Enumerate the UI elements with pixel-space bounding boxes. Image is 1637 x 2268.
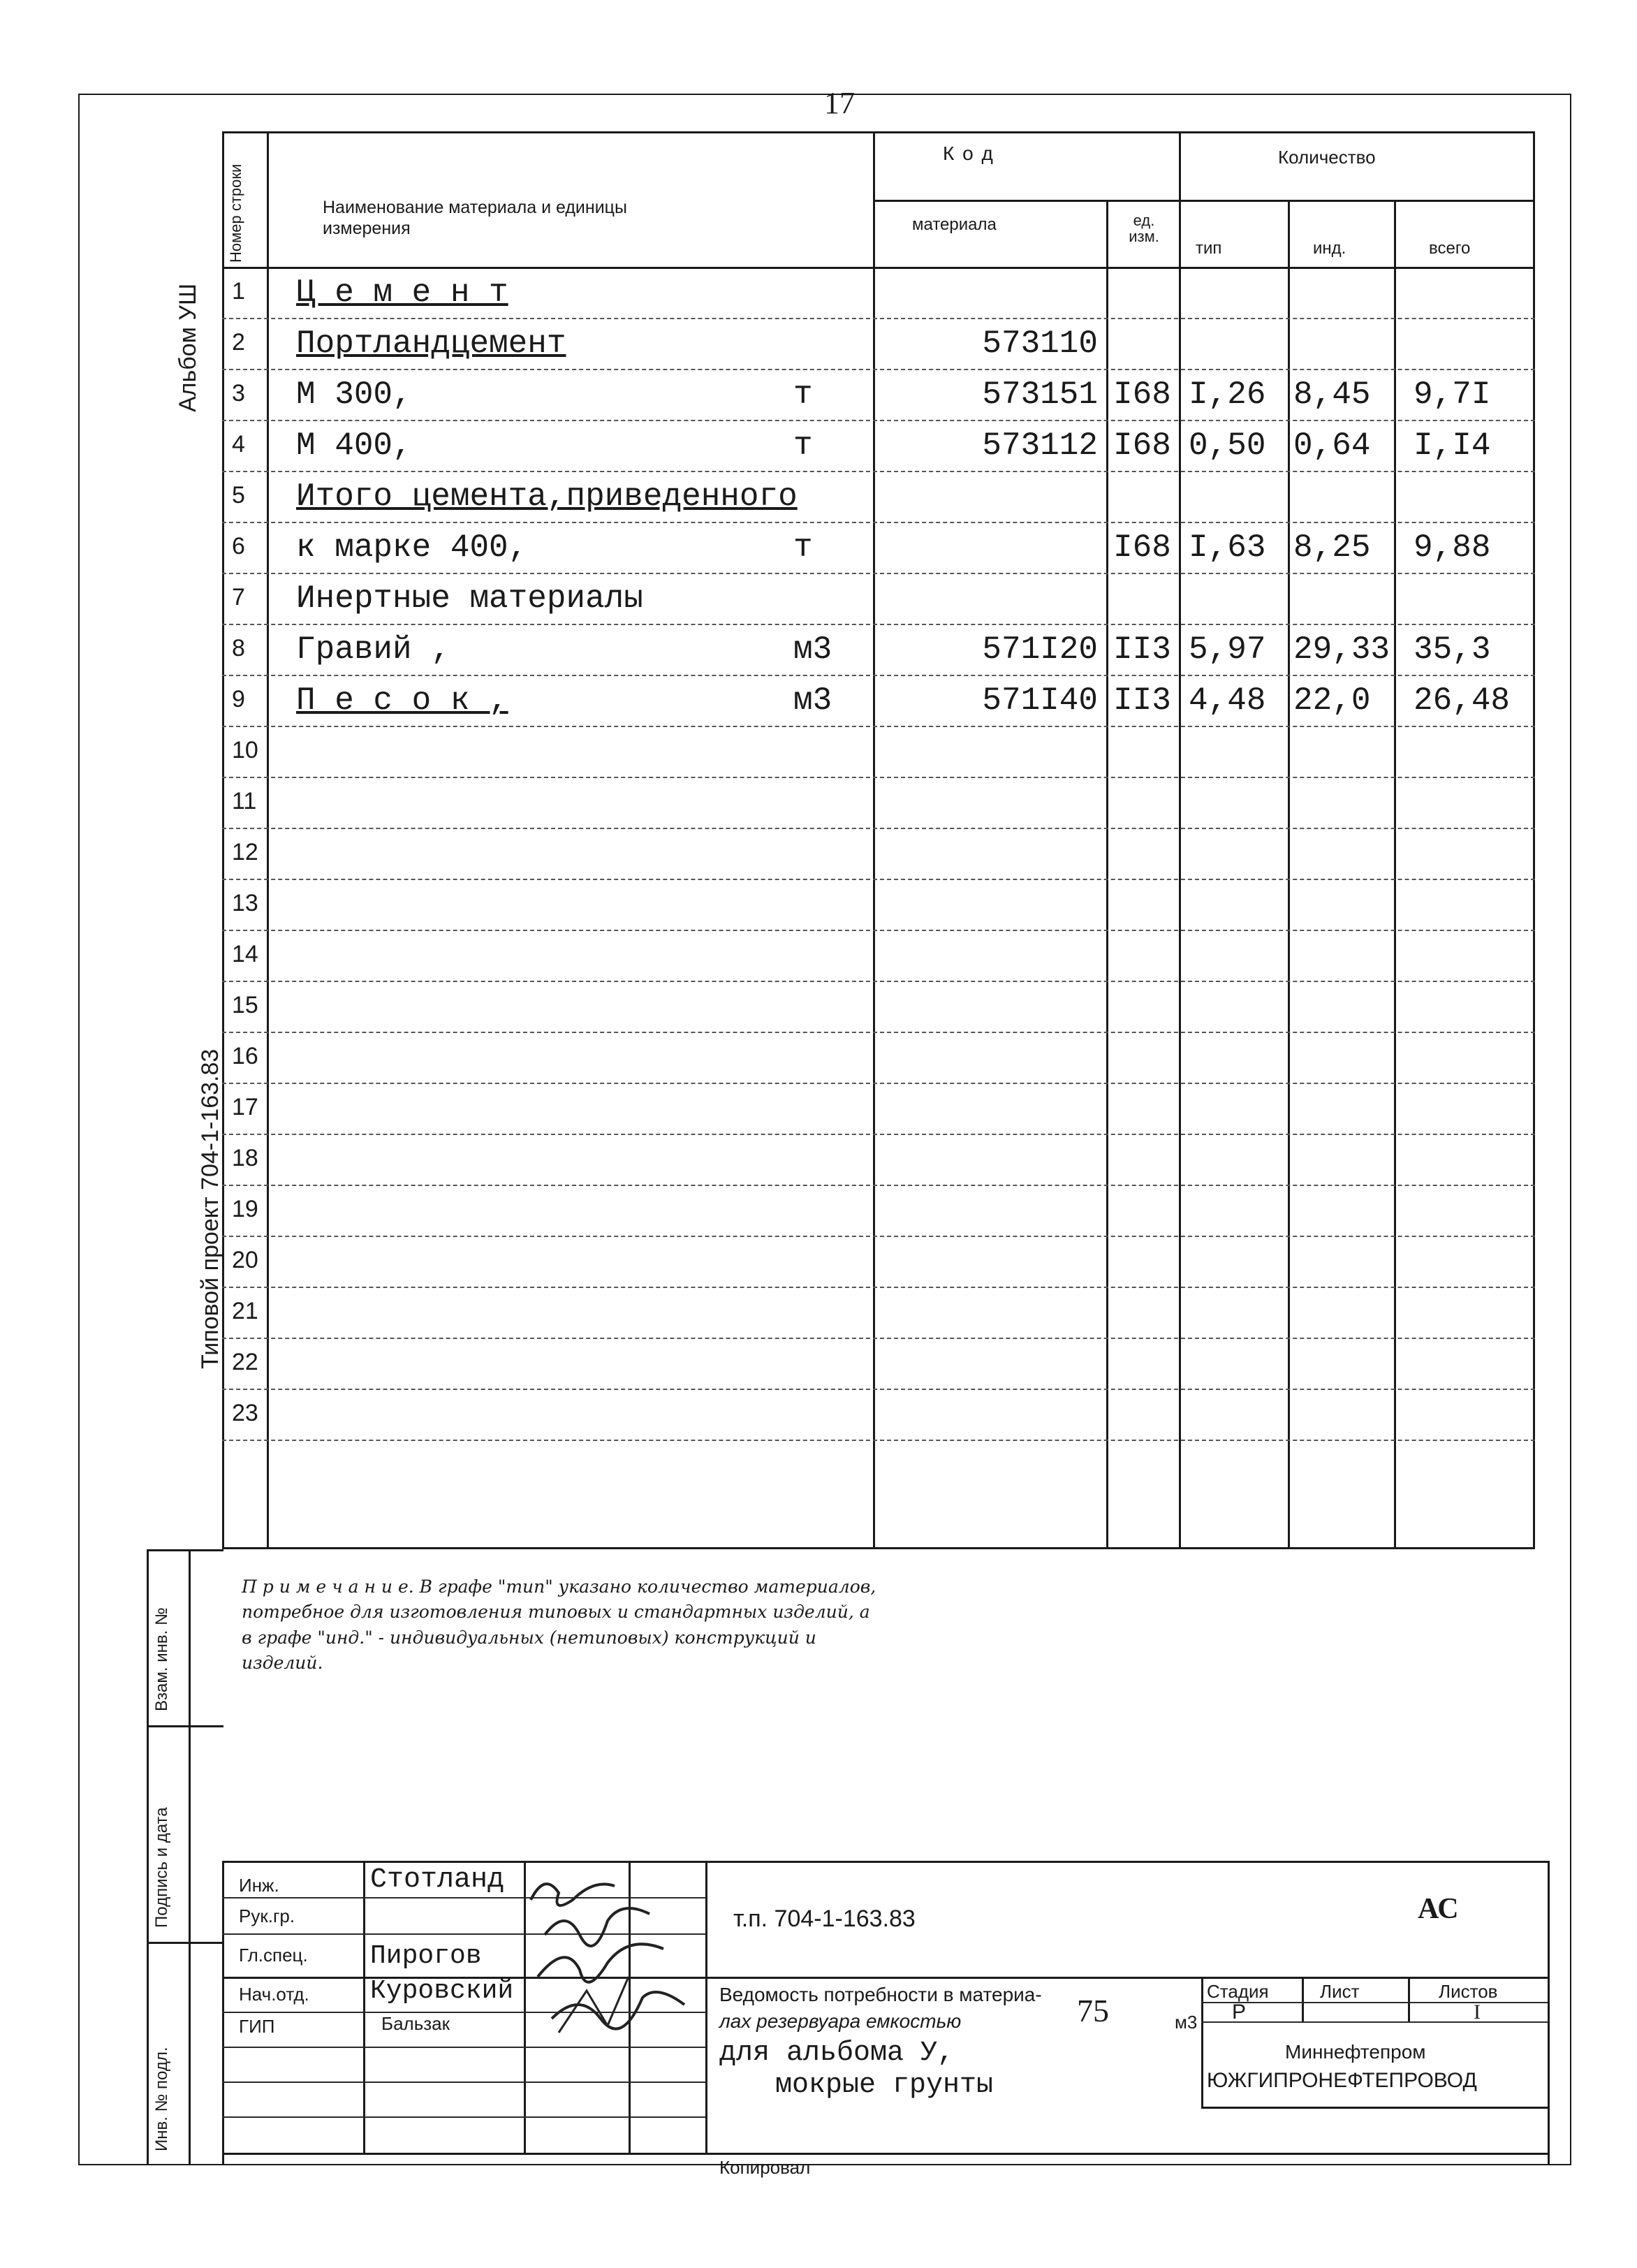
row-number: 8 [232, 635, 245, 661]
signatures-picture [517, 1858, 705, 2054]
row-number: 17 [232, 1094, 258, 1120]
material-code: 573110 [982, 325, 1098, 362]
material-name: Итого цемента,приведенного [296, 478, 798, 515]
material-name: М 400, [296, 427, 412, 464]
role-ingineer: Инж. [239, 1875, 279, 1896]
qty-type: 4,48 [1189, 682, 1266, 719]
project-label: Типовой проект 704-1-163.83 [197, 1048, 223, 1369]
header-name-text: Наименование материала и единицы измерения [323, 198, 627, 238]
unit-code: II3 [1113, 631, 1171, 668]
row-separator [222, 981, 1535, 982]
tb-sep-sheet [1302, 1977, 1304, 2021]
row-number: 14 [232, 941, 258, 967]
material-unit: м3 [793, 631, 832, 668]
material-unit: т [793, 376, 813, 413]
row-separator [222, 1236, 1535, 1237]
row-number: 3 [232, 380, 245, 407]
tb-sep-date [705, 1861, 707, 2153]
page-number: 17 [824, 86, 855, 120]
strip-top [147, 1549, 223, 1551]
strip-label-2: Подпись и дата [152, 1807, 171, 1928]
tb-row7 [222, 2116, 705, 2118]
strip-label-1: Инв. № подл. [152, 2047, 171, 2151]
strip-sep1 [147, 1725, 223, 1727]
tb-stage-line [1201, 2002, 1548, 2003]
tb-org-line [1201, 2107, 1548, 2109]
material-name: П е с о к , [296, 682, 508, 719]
row-number: 9 [232, 686, 245, 712]
row-separator [222, 1185, 1535, 1186]
row-separator [222, 879, 1535, 880]
material-unit: т [793, 529, 813, 566]
tb-stage-line2 [1201, 2021, 1548, 2023]
row-separator [222, 1032, 1535, 1033]
material-name: к марке 400, [296, 529, 528, 566]
row-separator [222, 1440, 1535, 1441]
title-volume: 75 [1077, 1993, 1109, 2028]
material-code: 571I20 [982, 631, 1098, 668]
row-separator [222, 1134, 1535, 1135]
role-group-lead: Рук.гр. [239, 1905, 295, 1926]
row-number: 16 [232, 1043, 258, 1069]
col-sep-code [1106, 200, 1108, 1549]
tb-row6 [222, 2082, 705, 2083]
tb-left [222, 1861, 224, 2165]
unit-code: I68 [1113, 376, 1171, 413]
qty-ind: 22,0 [1293, 682, 1371, 719]
doc-code: т.п. 704-1-163.83 [733, 1905, 916, 1932]
material-name: Портландцемент [296, 325, 566, 362]
tb-top [222, 1861, 1549, 1863]
material-code: 571I40 [982, 682, 1098, 719]
strip-mid [189, 1549, 191, 2165]
title-line-2: лах резервуара емкостью [719, 2010, 962, 2032]
header-mid-line [873, 200, 1535, 202]
album-label: Альбом УШ [175, 283, 201, 412]
col-sep-ed [1179, 131, 1181, 1549]
row-separator [222, 522, 1535, 523]
qty-total: 9,88 [1414, 529, 1491, 566]
row-separator [222, 420, 1535, 421]
row-number: 6 [232, 533, 245, 559]
row-separator [222, 726, 1535, 727]
qty-type: 0,50 [1189, 427, 1266, 464]
material-name: М 300, [296, 376, 412, 413]
qty-ind: 29,33 [1293, 631, 1390, 668]
qty-type: 5,97 [1189, 631, 1266, 668]
row-number: 13 [232, 890, 258, 916]
org-line-1: Миннефтепром [1285, 2041, 1426, 2063]
header-qty-ind: инд. [1313, 239, 1346, 258]
row-separator [222, 369, 1535, 370]
col-sep-name [873, 131, 875, 1549]
qty-ind: 8,45 [1293, 376, 1371, 413]
tb-sep-roles [363, 1861, 365, 2153]
row-number: 7 [232, 584, 245, 610]
row-separator [222, 624, 1535, 625]
qty-total: 9,7I [1414, 376, 1491, 413]
qty-total: I,I4 [1414, 427, 1491, 464]
tb-right [1548, 1861, 1550, 2165]
row-number: 5 [232, 482, 245, 509]
row-separator [222, 318, 1535, 319]
qty-type: I,26 [1189, 376, 1266, 413]
doc-mark: АС [1418, 1893, 1459, 1925]
row-separator [222, 1287, 1535, 1288]
row-number: 19 [232, 1196, 258, 1222]
row-separator [222, 1389, 1535, 1390]
strip-left-edge [147, 1549, 149, 2165]
row-number: 23 [232, 1400, 258, 1426]
stage-value: Р [1232, 2000, 1247, 2024]
role-chief-spec: Гл.спец. [239, 1945, 308, 1966]
qty-type: I,63 [1189, 529, 1266, 566]
col-sep-ind [1394, 200, 1396, 1549]
unit-code: I68 [1113, 529, 1171, 566]
row-number: 18 [232, 1145, 258, 1171]
material-code: 573112 [982, 427, 1098, 464]
material-code: 573151 [982, 376, 1098, 413]
header-qty-total: всего [1429, 239, 1471, 258]
unit-code: I68 [1113, 427, 1171, 464]
strip-sep2 [147, 1942, 223, 1944]
title-volume-unit: м3 [1175, 2012, 1198, 2033]
sheets-value: I [1474, 2000, 1481, 2024]
header-code-material: материала [912, 215, 997, 234]
tb-sep-sheets [1408, 1977, 1410, 2021]
role-dept-head: Нач.отд. [239, 1984, 309, 2005]
name-chief-spec: Пирогов [370, 1941, 482, 1971]
org-line-2: ЮЖГИПРОНЕФТЕПРОВОД [1207, 2069, 1477, 2092]
material-name: Инертные материалы [296, 580, 643, 617]
name-dept-head: Куровский [370, 1976, 514, 2006]
header-name [323, 197, 714, 239]
footer-copied: Копировал [719, 2157, 811, 2178]
header-code-unit: ед. изм. [1129, 212, 1159, 246]
row-number: 12 [232, 839, 258, 865]
row-number: 11 [232, 788, 257, 814]
row-number: 1 [232, 278, 245, 305]
row-number: 22 [232, 1349, 258, 1375]
row-number: 20 [232, 1247, 258, 1273]
title-line-3: для альбома У, [719, 2037, 955, 2069]
material-unit: м3 [793, 682, 832, 719]
sheets-label: Листов [1439, 1981, 1498, 2002]
row-separator [222, 777, 1535, 778]
row-separator [222, 930, 1535, 931]
tb-sep-stage [1201, 1977, 1203, 2107]
stage-label: Стадия [1207, 1981, 1269, 2002]
header-qty-type: тип [1196, 239, 1222, 258]
qty-total: 26,48 [1414, 682, 1511, 719]
unit-code: II3 [1113, 682, 1171, 719]
row-number: 4 [232, 431, 245, 458]
row-separator [222, 828, 1535, 829]
header-bottom-line [222, 267, 1535, 269]
title-line-1: Ведомость потребности в материа- [719, 1984, 1042, 2005]
table-note: П р и м е ч а н и е. В графе "тип" указано количество материалов, потребное для изготовления типовых и стандартных изделий, а в графе "инд." - индивидуальных (нетиповых) конструкций и изделий. [242, 1576, 876, 1673]
row-separator [222, 1083, 1535, 1084]
col-sep-num [267, 131, 269, 1549]
qty-ind: 0,64 [1293, 427, 1371, 464]
material-unit: т [793, 427, 813, 464]
title-line-4: мокрые грунты [775, 2070, 994, 2101]
row-number: 2 [232, 329, 245, 356]
row-number: 10 [232, 737, 258, 763]
row-number: 21 [232, 1298, 258, 1324]
role-gip: ГИП [239, 2016, 275, 2037]
row-separator [222, 1338, 1535, 1339]
header-row-number: Номер строки [227, 163, 244, 263]
header-code: К о д [943, 142, 994, 164]
qty-ind: 8,25 [1293, 529, 1371, 566]
material-name: Гравий , [296, 631, 450, 668]
row-separator [222, 471, 1535, 472]
header-qty: Количество [1278, 147, 1376, 168]
material-name: Ц е м е н т [296, 275, 508, 311]
row-number: 15 [232, 992, 258, 1018]
sheet-label: Лист [1320, 1981, 1360, 2002]
tb-bottom [222, 2153, 1549, 2155]
col-sep-typ [1288, 200, 1290, 1549]
row-separator [222, 675, 1535, 676]
qty-total: 35,3 [1414, 631, 1491, 668]
strip-label-3: Взам. инв. № [152, 1607, 171, 1711]
name-gip: Бальзак [381, 2013, 450, 2034]
name-engineer: Стотланд [370, 1864, 505, 1896]
row-separator [222, 573, 1535, 574]
